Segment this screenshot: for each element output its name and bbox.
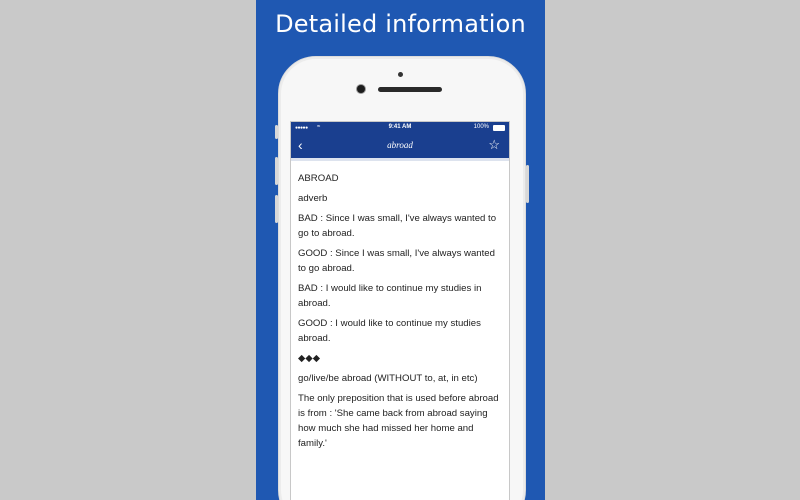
back-icon[interactable]: ‹	[298, 137, 303, 153]
entry-part-of-speech: adverb	[298, 193, 328, 204]
battery-percentage: 100%	[473, 124, 489, 130]
front-camera	[357, 85, 365, 93]
status-bar	[291, 122, 509, 134]
entry-separator: ◆◆◆	[298, 353, 321, 364]
signal-icon: ●●●●●	[295, 125, 308, 131]
entry-paragraph: go/live/be abroad (WITHOUT to, at, in etc)	[298, 373, 478, 384]
battery-icon	[493, 125, 505, 131]
status-time: 9:41 AM	[388, 124, 412, 130]
promo-banner	[256, 0, 545, 500]
wifi-icon: ≈	[317, 124, 321, 130]
nav-title: abroad	[387, 140, 413, 150]
volume-up-button	[275, 157, 278, 185]
nav-bar	[291, 134, 509, 161]
power-button	[526, 165, 529, 203]
entry-paragraph: BAD : Since I was small, I've always wanted to go to abroad.	[298, 213, 497, 239]
entry-content	[291, 161, 509, 451]
entry-paragraph: BAD : I would like to continue my studies in abroad.	[298, 283, 482, 309]
volume-down-button	[275, 195, 278, 223]
phone-screen	[290, 121, 510, 500]
proximity-sensor	[398, 72, 403, 77]
earpiece-speaker	[378, 87, 442, 92]
phone-frame	[278, 56, 526, 500]
favorite-star-icon[interactable]: ☆	[488, 137, 500, 152]
entry-paragraph: GOOD : Since I was small, I've always wanted to go abroad.	[298, 248, 495, 274]
banner-headline: Detailed information	[275, 10, 526, 38]
side-button	[275, 125, 278, 139]
entry-paragraph: The only preposition that is used before abroad is from : 'She came back from abroad saying how much she had missed her home and family.'	[298, 393, 499, 449]
entry-word: ABROAD	[298, 173, 339, 184]
entry-paragraph: GOOD : I would like to continue my studies abroad.	[298, 318, 481, 344]
